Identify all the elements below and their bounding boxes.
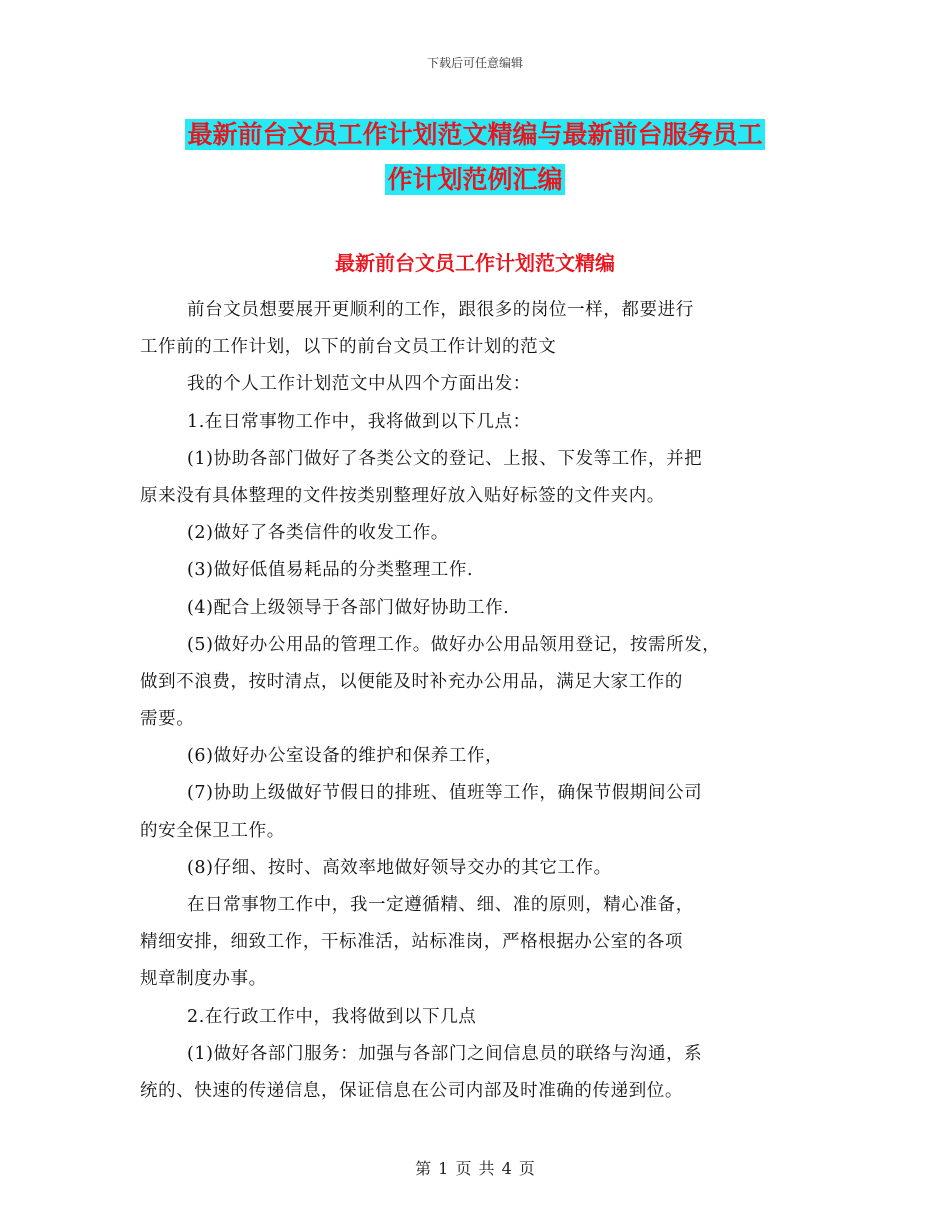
paragraph-line: (6)做好办公室设备的维护和保养工作，: [187, 746, 504, 767]
document-title: [0, 112, 950, 202]
paragraph-line: 原来没有具体整理的文件按类别整理好放入贴好标签的文件夹内。: [140, 485, 665, 506]
paragraph-line: 的安全保卫工作。: [140, 820, 285, 841]
paragraph-line: (7)协助上级做好节假日的排班、值班等工作，确保节假期间公司: [187, 783, 703, 804]
paragraph-line: (2)做好了各类信件的收发工作。: [187, 523, 449, 544]
paragraph-line: 精细安排，细致工作，干标准活，站标准岗，严格根据办公室的各项: [140, 932, 683, 953]
paragraph-line: 工作前的工作计划，以下的前台文员工作计划的范文: [140, 337, 557, 358]
paragraph-line: 在日常事物工作中，我一定遵循精、细、准的原则，精心准备，: [187, 895, 694, 915]
paragraph-line: 规章制度办事。: [140, 969, 267, 990]
paragraph-line: (1)做好各部门服务：加强与各部门之间信息员的联络与沟通，系: [187, 1043, 703, 1064]
paragraph-line: 2.在行政工作中，我将做到以下几点: [187, 1006, 477, 1027]
paragraph-line: 统的、快速的传递信息，保证信息在公司内部及时准确的传递到位。: [140, 1080, 683, 1101]
document-title-line-1: 最新前台文员工作计划范文精编与最新前台服务员工: [187, 120, 763, 149]
paragraph-line: (8)仔细、按时、高效率地做好领导交办的其它工作。: [187, 857, 612, 878]
document-title-line-2: 作计划范例汇编: [387, 165, 563, 194]
paragraph-line: (4)配合上级领导于各部门做好协助工作.: [187, 597, 510, 618]
paragraph-line: 做到不浪费，按时清点，以便能及时补充办公用品，满足大家工作的: [140, 671, 683, 692]
header-note: 下载后可任意编辑: [426, 56, 523, 70]
paragraph-line: (3)做好低值易耗品的分类整理工作.: [187, 560, 474, 581]
page-footer: 第 1 页 共 4 页: [415, 1159, 535, 1178]
paragraph-line: 1.在日常事物工作中，我将做到以下几点：: [187, 411, 531, 432]
section-heading: 最新前台文员工作计划范文精编: [335, 251, 615, 275]
paragraph-line: (1)协助各部门做好了各类公文的登记、上报、下发等工作，并把: [187, 448, 703, 469]
paragraph-line: (5)做好办公用品的管理工作。做好办公用品领用登记，按需所发，: [187, 634, 721, 655]
paragraph-line: 我的个人工作计划范文中从四个方面出发：: [187, 374, 531, 395]
paragraph-line: 前台文员想要展开更顺利的工作，跟很多的岗位一样，都要进行: [187, 300, 694, 320]
body-text: [140, 292, 820, 1110]
paragraph-line: 需要。: [140, 709, 195, 730]
